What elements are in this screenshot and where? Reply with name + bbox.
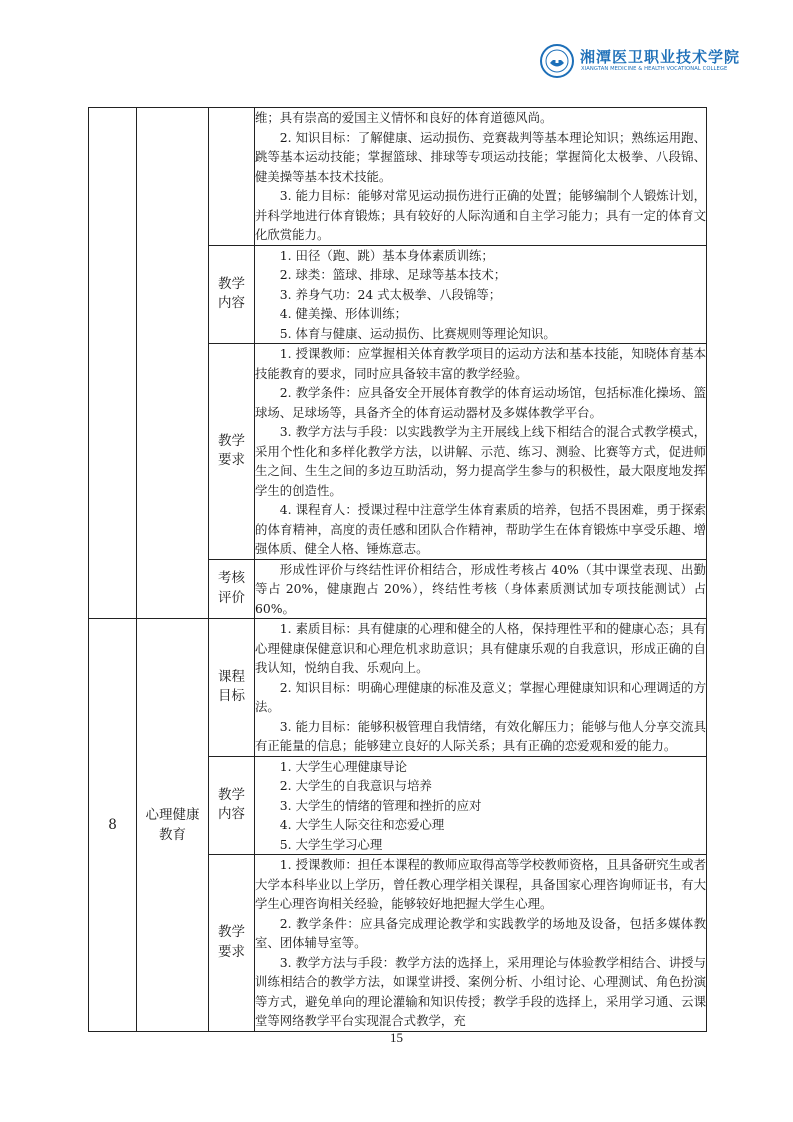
pe-goals-label-cell xyxy=(209,108,255,246)
psych-content-item: 3. 大学生的情绪的管理和挫折的应对 xyxy=(279,797,482,813)
pe-req-paragraph: 1. 授课教师：应掌握相关体育教学项目的运动方法和基本技能，知晓体育基本技能教育的要求，同时应具备较丰富的教学经验。 xyxy=(255,346,706,381)
psych-goals-label: 课程目标 xyxy=(209,619,255,757)
school-logo xyxy=(540,44,740,80)
pe-content-item: 2. 球类：篮球、排球、足球等基本技术； xyxy=(279,267,507,282)
pe-content-cell xyxy=(255,245,707,344)
psych-content-item: 4. 大学生人际交往和恋爱心理 xyxy=(279,817,445,832)
pe-req-paragraph: 2. 教学条件：应具备安全开展体育教学的体育运动场馆，包括标准化操场、篮球场、足球场等，具备齐全的体育运动器材及多媒体教学平台。 xyxy=(255,385,706,420)
psych-req-paragraph: 2. 教学条件：应具备完成理论教学和实践教学的场地及设备，包括多媒体教室、团体辅导室等。 xyxy=(255,915,706,950)
school-seal-icon xyxy=(540,44,574,78)
pe-req-label: 教学要求 xyxy=(209,344,255,560)
psych-content-item: 5. 大学生学习心理 xyxy=(279,836,383,852)
psych-goal-paragraph: 3. 能力目标：能够积极管理自我情绪，有效化解压力；能够与他人分享交流具有正能量的信息；能够建立良好的人际关系；具有正确的恋爱观和爱的能力。 xyxy=(255,718,706,753)
curriculum-table xyxy=(88,107,707,1032)
pe-goals-cell xyxy=(255,108,707,246)
psych-goal-paragraph: 1. 素质目标：具有健康的心理和健全的人格，保持理性平和的健康心态；具有心理健康保健意识和心理危机求助意识；具有健康乐观的自我意识，形成正确的自我认知，悦纳自我、乐观向上。 xyxy=(255,621,706,675)
psych-content-item: 1. 大学生心理健康导论 xyxy=(279,758,408,774)
psych-req-label: 教学要求 xyxy=(209,855,255,1032)
psych-req-cell xyxy=(255,855,707,1032)
pe-eval-text: 形成性评价与终结性评价相结合，形成性考核占 40%（其中课堂表现、出勤等占 20%，健康跑占 20%），终结性考核（身体素质测试加专项技能测试）占 60%。 xyxy=(255,561,706,616)
pe-goal-paragraph: 3. 能力目标：能够对常见运动损伤进行正确的处置；能够编制个人锻炼计划，并科学地进行体育锻炼；具有较好的人际沟通和自主学习能力；具有一定的体育文化欣赏能力。 xyxy=(255,188,706,242)
pe-req-paragraph: 3. 教学方法与手段：以实践教学为主开展线上线下相结合的混合式教学模式，采用个性化和多样化教学方法，以讲解、示范、练习、测验、比赛等方式，促进师生之间、生生之间的多边互助活动，努力提高学生参与的积极性，最大限度地发挥学生的创造性。 xyxy=(255,424,706,498)
psych-content-cell xyxy=(255,756,707,855)
pe-goals-row xyxy=(89,108,707,246)
school-name-cn: 湘潭医卫职业技术学院 xyxy=(580,48,741,66)
psych-req-paragraph: 1. 授课教师：担任本课程的教师应取得高等学校教师资格，且具备研究生或者大学本科毕业以上学历，曾任教心理学相关课程，具备国家心理咨询师证书，有大学生心理咨询相关经验，能够较好地把握大学生心理。 xyxy=(255,857,706,911)
pe-number-cell xyxy=(89,108,137,619)
course-number: 8 xyxy=(89,619,137,1032)
pe-goal-paragraph: 2. 知识目标：了解健康、运动损伤、竞赛裁判等基本理论知识；熟练运用跑、跳等基本运动技能；掌握篮球、排球等专项运动技能；掌握简化太极拳、八段锦、健美操等基本技术技能。 xyxy=(255,129,706,184)
pe-eval-label: 考核评价 xyxy=(209,559,255,619)
psych-goals-cell xyxy=(255,619,707,757)
pe-content-label: 教学内容 xyxy=(209,245,255,344)
page-number: 15 xyxy=(390,1030,403,1045)
pe-content-item: 1. 田径（跑、跳）基本身体素质训练； xyxy=(279,247,494,263)
pe-content-item: 4. 健美操、形体训练； xyxy=(279,306,408,321)
psych-content-item: 2. 大学生的自我意识与培养 xyxy=(279,778,432,793)
psych-goals-row xyxy=(89,619,707,757)
psych-req-paragraph: 3. 教学方法与手段：教学方法的选择上，采用理论与体验教学相结合、讲授与训练相结合的教学方法，如课堂讲授、案例分析、小组讨论、心理测试、角色扮演等方式，避免单向的理论灌输和知识传授；教学手段的选择上，采用学习通、云课堂等网络教学平台实现混合式教学，充 xyxy=(255,954,706,1028)
course-name: 心理健康教育 xyxy=(137,619,209,1032)
psych-content-label: 教学内容 xyxy=(209,756,255,855)
pe-req-paragraph: 4. 课程育人：授课过程中注意学生体育素质的培养，包括不畏困难，勇于探索的体育精神，高度的责任感和团队合作精神，帮助学生在体育锻炼中享受乐趣、增强体质、健全人格、锤炼意志。 xyxy=(255,502,706,556)
pe-content-item: 3. 养身气功：24 式太极拳、八段锦等； xyxy=(279,286,502,302)
pe-req-cell xyxy=(255,344,707,560)
pe-goal-line: 维；具有崇高的爱国主义情怀和良好的体育道德风尚。 xyxy=(255,110,553,125)
pe-name-cell xyxy=(137,108,209,619)
pe-content-item: 5. 体育与健康、运动损伤、比赛规则等理论知识。 xyxy=(279,325,556,341)
pe-eval-cell xyxy=(255,559,707,619)
school-name-en: XIANGTAN MEDICINE & HEALTH VOCATIONAL COLLEGE xyxy=(581,66,728,72)
psych-goal-paragraph: 2. 知识目标：明确心理健康的标准及意义；掌握心理健康知识和心理调适的方法。 xyxy=(255,679,706,714)
